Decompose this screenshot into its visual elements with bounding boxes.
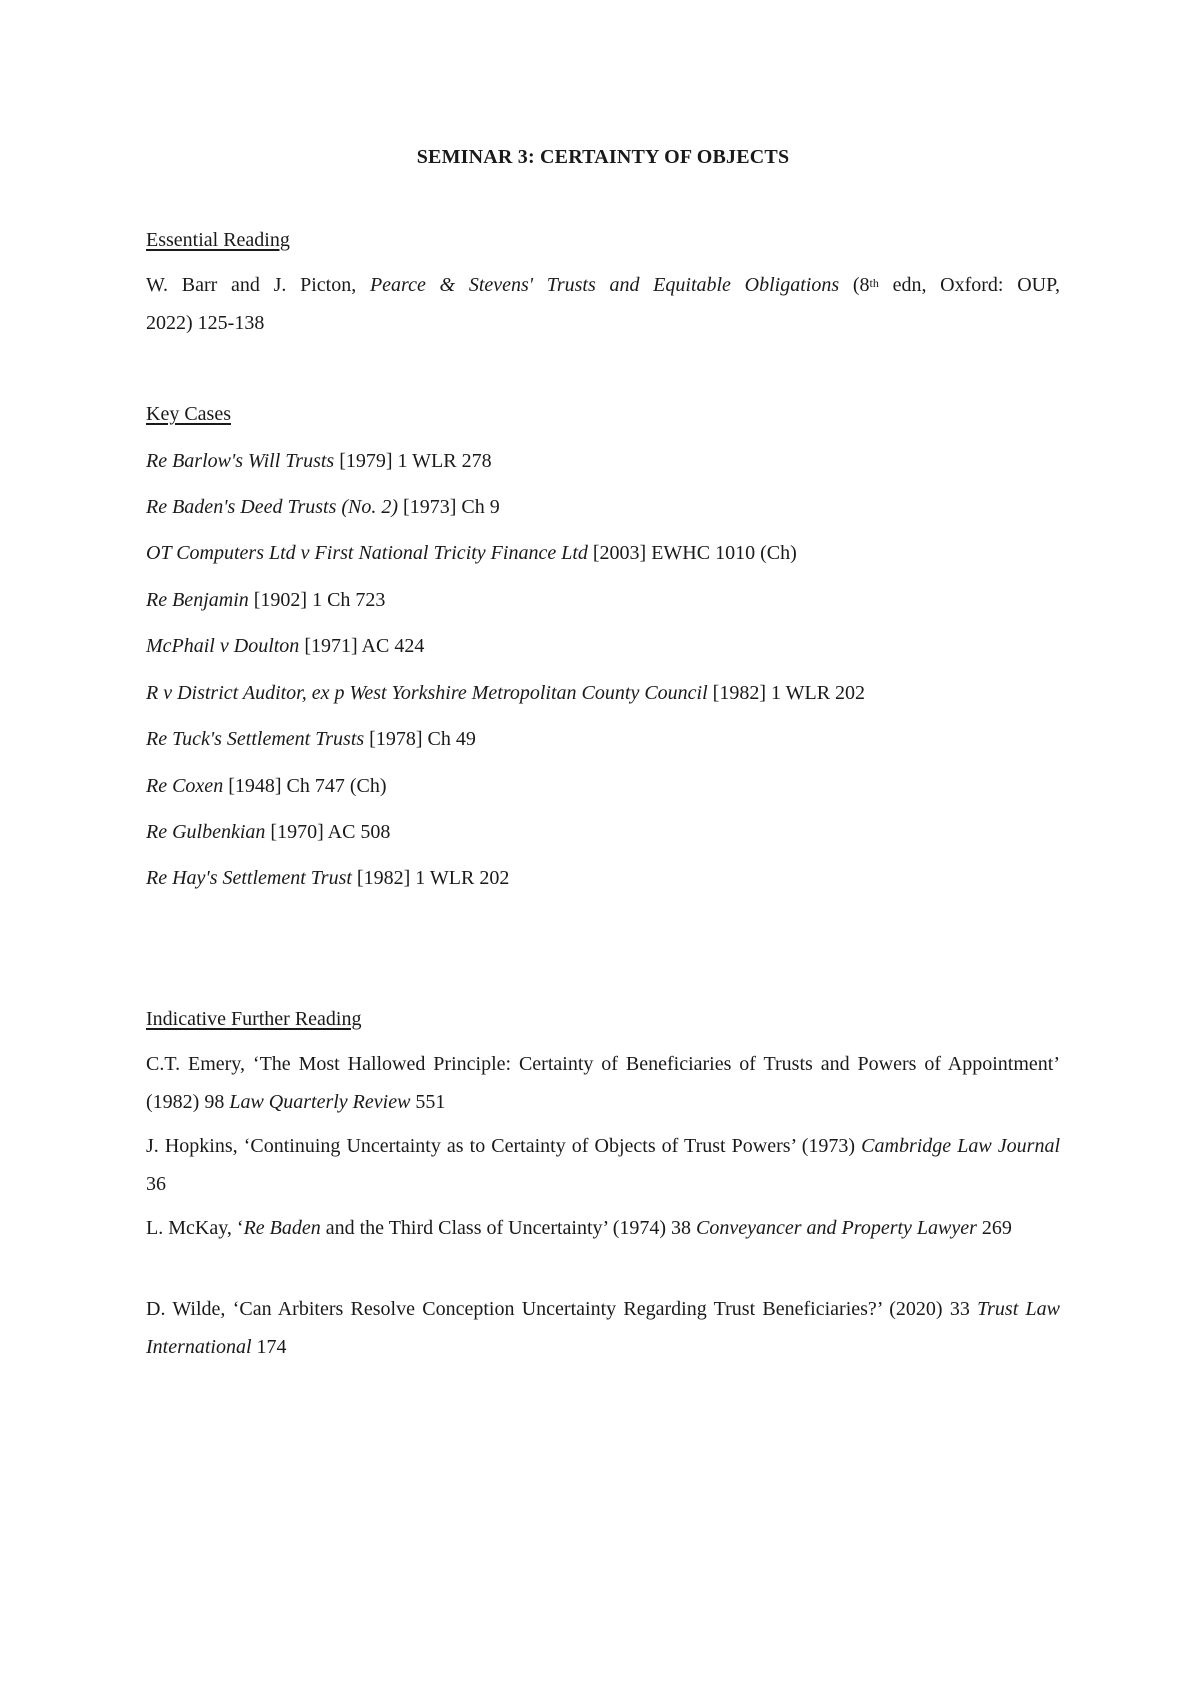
essential-authors: W. Barr and J. Picton,: [146, 274, 370, 296]
case-name: Re Benjamin: [146, 589, 249, 611]
further-reading-item: [146, 1290, 1060, 1366]
case-item: [146, 728, 476, 751]
reading-text: L. McKay, ‘: [146, 1217, 244, 1239]
further-reading-item: [146, 1209, 1060, 1247]
case-name: McPhail v Doulton: [146, 635, 300, 657]
case-item: [146, 589, 385, 612]
case-item: [146, 542, 797, 565]
reading-text: 36: [146, 1173, 166, 1195]
reading-text: 269: [976, 1217, 1012, 1239]
reading-journal: Law Quarterly Review: [229, 1091, 411, 1113]
key-cases-heading: Key Cases: [146, 403, 231, 425]
reading-text: and the Third Class of Uncertainty’ (1974) 38: [320, 1217, 697, 1239]
case-name: Re Coxen: [146, 775, 224, 797]
case-name: Re Baden's Deed Trusts (No. 2): [146, 496, 399, 518]
case-citation: [1978] Ch 49: [364, 728, 476, 750]
case-name: Re Barlow's Will Trusts: [146, 450, 335, 472]
essential-edition-rest: edn, Oxford: OUP,: [878, 274, 1060, 296]
case-name: Re Tuck's Settlement Trusts: [146, 728, 365, 750]
case-citation: [1970] AC 508: [265, 821, 391, 843]
case-item: [146, 496, 500, 519]
page-title: SEMINAR 3: CERTAINTY OF OBJECTS: [416, 146, 790, 168]
reading-text: 551: [410, 1091, 446, 1113]
case-citation: [1982] 1 WLR 202: [351, 867, 510, 889]
essential-reading-line-2: 2022) 125-138: [146, 312, 265, 334]
reading-journal: Conveyancer and Property Lawyer: [696, 1217, 977, 1239]
case-citation: [2003] EWHC 1010 (Ch): [587, 542, 797, 564]
essential-reading-entry: [146, 266, 1060, 342]
case-name: R v District Auditor, ex p West Yorkshire Metropolitan County Council: [146, 682, 708, 704]
case-citation: [1971] AC 424: [299, 635, 425, 657]
case-citation: [1902] 1 Ch 723: [248, 589, 386, 611]
further-reading-heading: Indicative Further Reading: [146, 1008, 362, 1030]
case-item: [146, 867, 509, 890]
essential-reading-line-1: [146, 266, 1060, 304]
essential-reading-heading: Essential Reading: [146, 229, 290, 251]
case-item: [146, 775, 387, 798]
reading-text: C.T. Emery, ‘The Most Hallowed Principle: Certainty of Beneficiaries of Trusts and Powers of Appointment’ (1982) 98: [146, 1053, 1060, 1113]
reading-text: 174: [251, 1336, 287, 1358]
case-item: [146, 450, 492, 473]
case-item: [146, 682, 865, 705]
further-reading-item: [146, 1045, 1060, 1121]
case-name: OT Computers Ltd v First National Tricity Finance Ltd: [146, 542, 588, 564]
reading-journal: Trust Law International: [146, 1298, 1061, 1358]
case-citation: [1979] 1 WLR 278: [334, 450, 492, 472]
case-citation: [1982] 1 WLR 202: [707, 682, 866, 704]
case-citation: [1948] Ch 747 (Ch): [223, 775, 387, 797]
reading-journal: Cambridge Law Journal: [861, 1135, 1060, 1157]
essential-book-title: Pearce & Stevens' Trusts and Equitable Obligations: [369, 274, 840, 296]
essential-edition-open: (8: [839, 274, 870, 296]
case-name: Re Hay's Settlement Trust: [146, 867, 352, 889]
reading-italic: Re Baden: [243, 1217, 321, 1239]
reading-text: D. Wilde, ‘Can Arbiters Resolve Conception Uncertainty Regarding Trust Beneficiaries?’ (2020) 33: [146, 1298, 978, 1320]
case-citation: [1973] Ch 9: [398, 496, 500, 518]
case-item: [146, 821, 390, 844]
reading-text: J. Hopkins, ‘Continuing Uncertainty as to Certainty of Objects of Trust Powers’ (1973): [146, 1135, 862, 1157]
case-name: Re Gulbenkian: [146, 821, 266, 843]
further-reading-item: [146, 1127, 1060, 1203]
case-item: [146, 635, 424, 658]
essential-edition-sup: th: [869, 276, 879, 290]
